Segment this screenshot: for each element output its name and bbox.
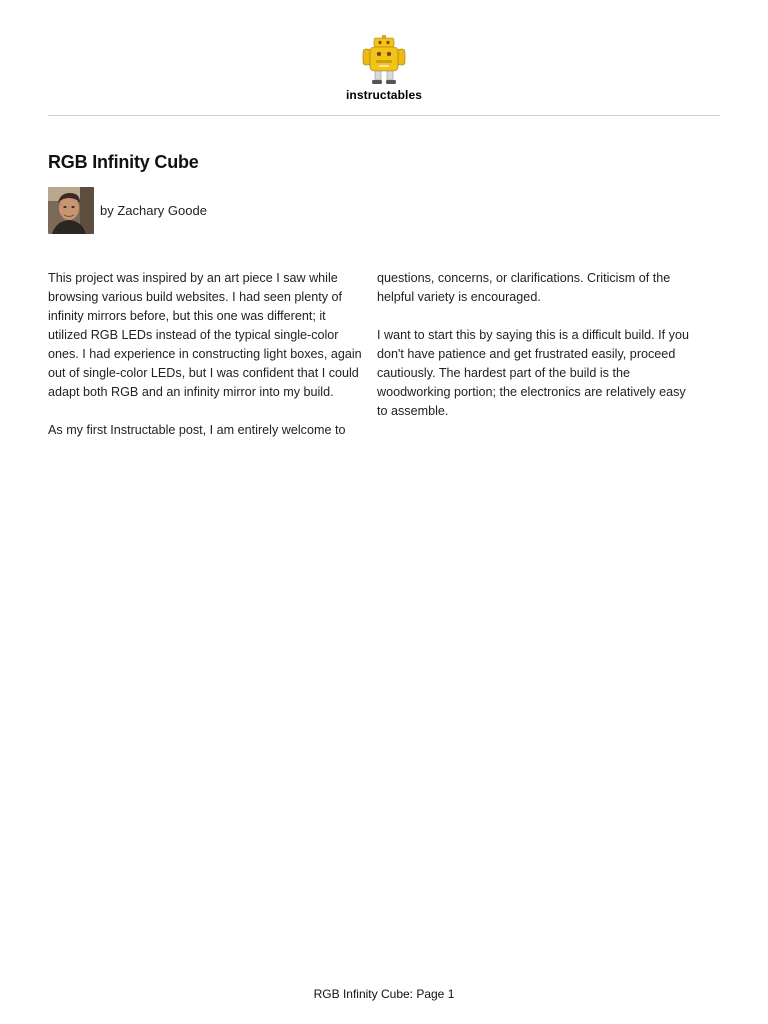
robot-badge (379, 65, 389, 67)
paragraph: questions, concerns, or clarifications. Criticism of the helpful variety is encouraged. (377, 271, 671, 304)
author-avatar[interactable] (48, 187, 94, 234)
robot-foot-right (386, 80, 396, 84)
robot-eye-left (378, 41, 381, 44)
robot-head (374, 38, 394, 47)
body-column-left (48, 269, 366, 459)
robot-eye-right (386, 41, 389, 44)
author-byline[interactable]: by Zachary Goode (100, 203, 207, 218)
robot-body (370, 47, 398, 71)
page-header (0, 0, 768, 116)
author-avatar-icon (48, 187, 94, 234)
robot-body-eye-left (377, 52, 381, 56)
robot-leg-right (387, 71, 393, 80)
page-title: RGB Infinity Cube (48, 152, 199, 172)
robot-leg-left (375, 71, 381, 80)
instructables-robot-logo[interactable] (361, 35, 407, 85)
header-divider (48, 115, 720, 116)
robot-mouth (376, 60, 392, 63)
site-name[interactable]: instructables (346, 88, 422, 102)
paragraph: This project was inspired by an art piece I saw while browsing various build websites. I had seen plenty of infinity mirrors before, but this one was different; it utilized RGB LEDs instead of the typical single-color ones. I had experience in constructing light boxes, again out of single-color LEDs, but I was confident that I could adapt both RGB and an infinity mirror into my build. (48, 271, 362, 399)
paragraph: As my first Instructable post, I am entirely welcome to (48, 423, 346, 437)
robot-foot-left (372, 80, 382, 84)
page-footer: RGB Infinity Cube: Page 1 (313, 987, 455, 1001)
body-column-right (377, 269, 695, 440)
paragraph: I want to start this by saying this is a difficult build. If you don't have patience and get frustrated easily, proceed cautiously. The hardest part of the build is the woodworking portion; the electronics are relatively easy to assemble. (377, 328, 689, 418)
robot-body-eye-right (387, 52, 391, 56)
